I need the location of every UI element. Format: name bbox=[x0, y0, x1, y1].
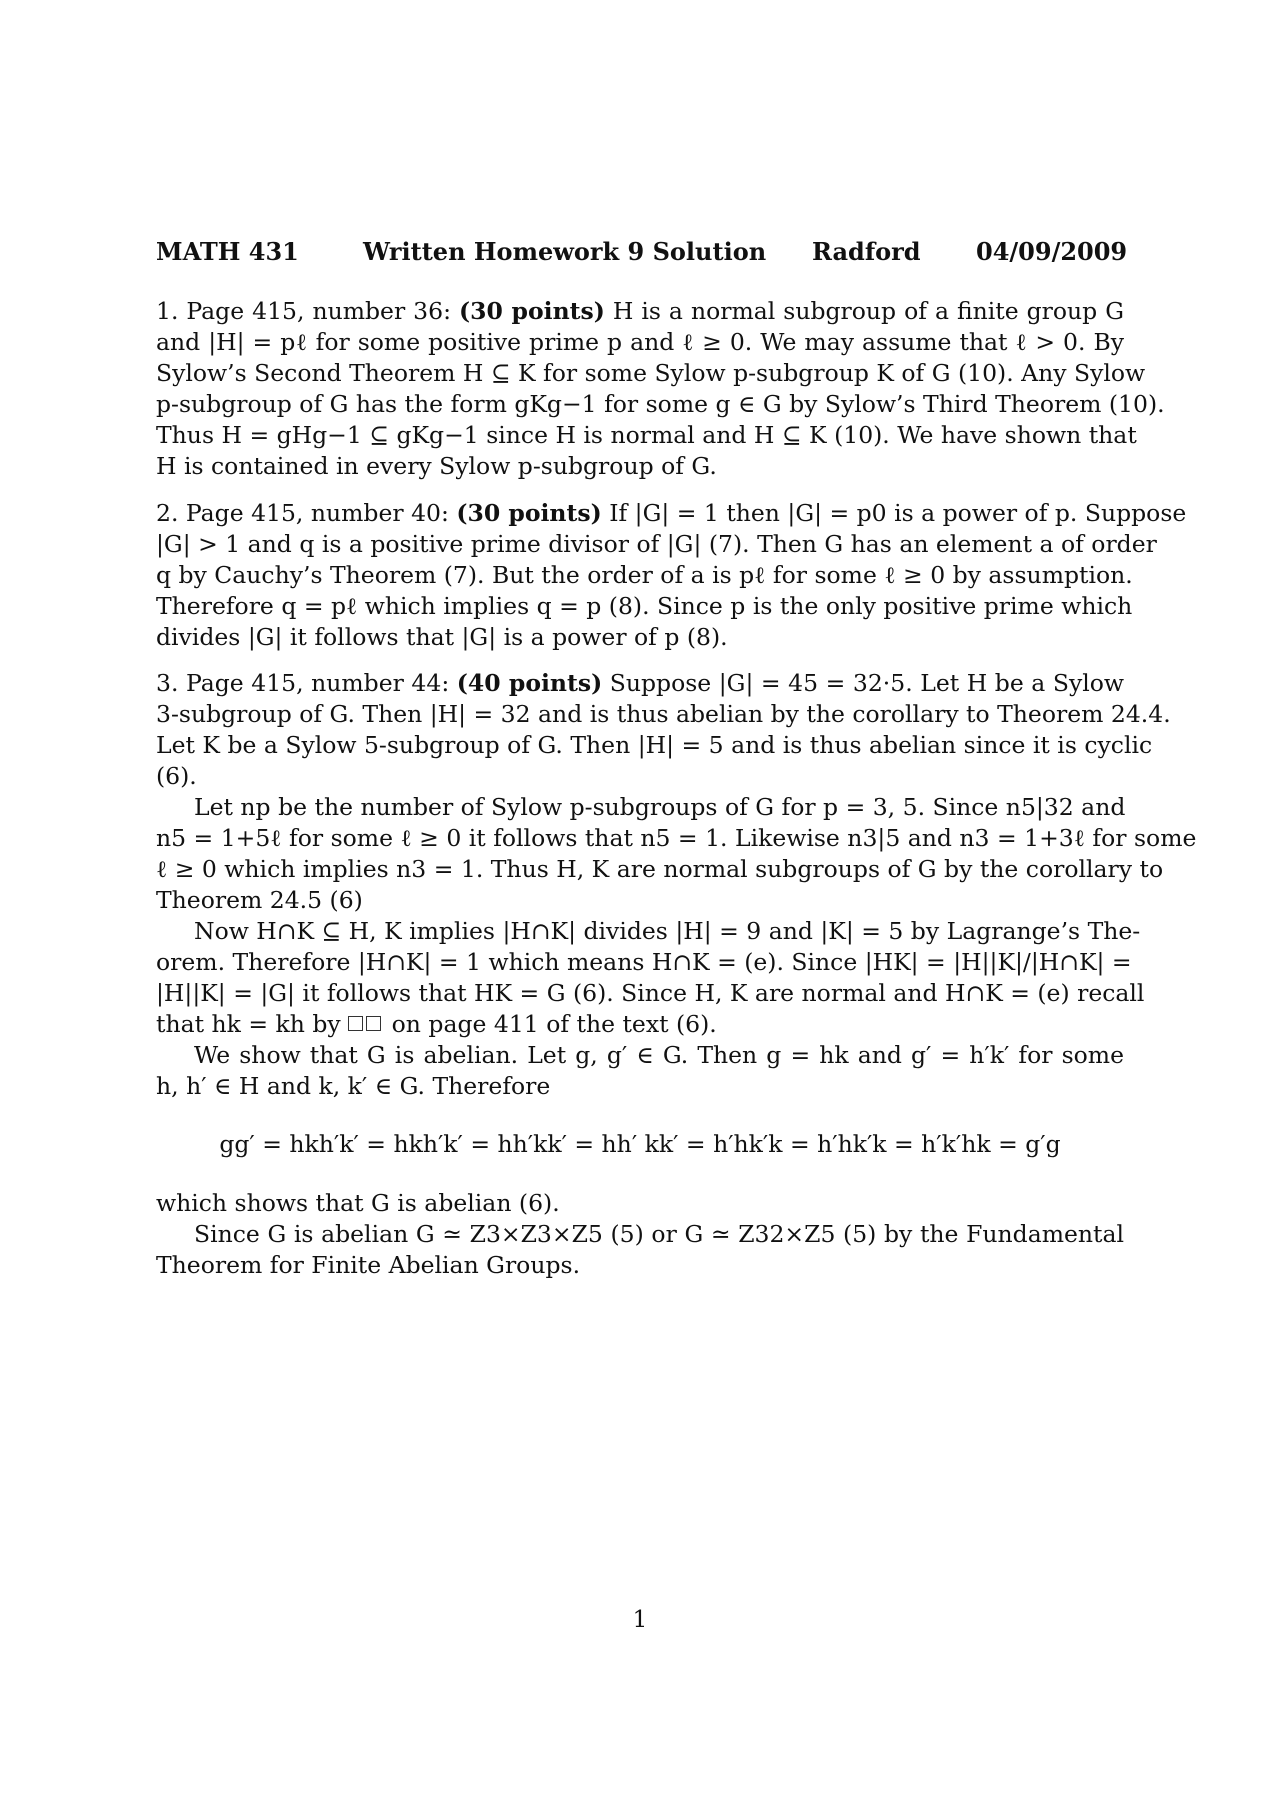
problem-2 bbox=[156, 498, 1187, 653]
document-date: 04/09/2009 bbox=[976, 237, 1128, 266]
problem-1-line-5: Thus H = gHg−1 ⊆ gKg−1 since H is normal and H ⊆ K (10). We have shown that bbox=[156, 421, 1137, 449]
problem-3-para-2-line-2: n5 = 1+5ℓ for some ℓ ≥ 0 it follows that n5 = 1. Likewise n3|5 and n3 = 1+3ℓ for some bbox=[156, 824, 1197, 852]
problem-3-para-3-line-3: |H||K| = |G| it follows that HK = G (6). Since H, K are normal and H∩K = (e) recall bbox=[156, 979, 1145, 1007]
problem-1-line-1 bbox=[156, 296, 1124, 327]
problem-1-line-6: H is contained in every Sylow p-subgroup of G. bbox=[156, 452, 717, 480]
problem-2-points: (30 points) bbox=[456, 499, 602, 527]
missing-glyph-box-icon bbox=[348, 1016, 363, 1031]
problem-3 bbox=[156, 668, 1197, 1102]
problem-3-points: (40 points) bbox=[456, 669, 603, 697]
problem-3-para-6-line-1: Since G is abelian G ≃ Z3×Z3×Z5 (5) or G ≃ Z32×Z5 (5) by the Fundamental bbox=[194, 1220, 1124, 1248]
problem-3-para-2-line-1: Let np be the number of Sylow p-subgroups of G for p = 3, 5. Since n5|32 and bbox=[194, 793, 1126, 821]
problem-2-line-2: |G| > 1 and q is a positive prime divisor of |G| (7). Then G has an element a of order bbox=[156, 530, 1157, 558]
problem-2-label: 2. Page 415, number 40: bbox=[156, 499, 449, 527]
problem-2-line-1 bbox=[156, 498, 1187, 529]
problem-2-line-3: q by Cauchy’s Theorem (7). But the order of a is pℓ for some ℓ ≥ 0 by assumption. bbox=[156, 561, 1133, 589]
problem-3-para-5-line-1: which shows that G is abelian (6). bbox=[156, 1189, 560, 1217]
problem-3-line-4: (6). bbox=[156, 762, 197, 790]
problem-3-para-4-line-1: We show that G is abelian. Let g, g′ ∈ G. Then g = hk and g′ = h′k′ for some bbox=[194, 1041, 1124, 1069]
problem-1-points: (30 points) bbox=[459, 297, 605, 325]
problem-3-conclusion bbox=[156, 1188, 1124, 1281]
course-code: MATH 431 bbox=[156, 237, 299, 266]
problem-3-para-2-line-3: ℓ ≥ 0 which implies n3 = 1. Thus H, K are normal subgroups of G by the corollary to bbox=[156, 855, 1164, 883]
problem-3-line-1 bbox=[156, 668, 1124, 699]
problem-3-para-4-line-2: h, h′ ∈ H and k, k′ ∈ G. Therefore bbox=[156, 1072, 551, 1100]
problem-3-line-3: Let K be a Sylow 5-subgroup of G. Then |H| = 5 and is thus abelian since it is cyclic bbox=[156, 731, 1153, 759]
problem-3-line-2: 3-subgroup of G. Then |H| = 32 and is thus abelian by the corollary to Theorem 24.4. bbox=[156, 700, 1171, 728]
problem-1-line-2: and |H| = pℓ for some positive prime p and ℓ ≥ 0. We may assume that ℓ > 0. By bbox=[156, 328, 1124, 356]
problem-1-label: 1. Page 415, number 36: bbox=[156, 297, 452, 325]
problem-3-para-3-line-4-text: that hk = kh by bbox=[156, 1010, 341, 1038]
problem-3-para-3-line-1: Now H∩K ⊆ H, K implies |H∩K| divides |H| = 9 and |K| = 5 by Lagrange’s The- bbox=[194, 917, 1141, 945]
document-header bbox=[156, 236, 1128, 272]
missing-glyph-box-icon bbox=[366, 1016, 381, 1031]
page-number: 1 bbox=[632, 1607, 648, 1633]
problem-2-line-4: Therefore q = pℓ which implies q = p (8). Since p is the only positive prime which bbox=[156, 592, 1133, 620]
display-equation: gg′ = hkh′k′ = hkh′k′ = hh′kk′ = hh′ kk′ = h′hk′k = h′hk′k = h′k′hk = g′g bbox=[219, 1130, 1061, 1158]
problem-1-line-3: Sylow’s Second Theorem H ⊆ K for some Sylow p-subgroup K of G (10). Any Sylow bbox=[156, 359, 1146, 387]
problem-3-label: 3. Page 415, number 44: bbox=[156, 669, 450, 697]
problem-1-line-1-text: H is a normal subgroup of a finite group G bbox=[612, 297, 1124, 325]
problem-3-para-6-line-2: Theorem for Finite Abelian Groups. bbox=[156, 1251, 581, 1279]
author-name: Radford bbox=[812, 237, 921, 266]
problem-2-line-1-text: If |G| = 1 then |G| = p0 is a power of p. Suppose bbox=[609, 499, 1187, 527]
document-title: Written Homework 9 Solution bbox=[363, 237, 767, 266]
problem-3-para-3-line-2: orem. Therefore |H∩K| = 1 which means H∩K = (e). Since |HK| = |H||K|/|H∩K| = bbox=[156, 948, 1132, 976]
problem-1-line-4: p-subgroup of G has the form gKg−1 for some g ∈ G by Sylow’s Third Theorem (10). bbox=[156, 390, 1165, 418]
problem-3-para-2-line-4: Theorem 24.5 (6) bbox=[156, 886, 363, 914]
problem-3-line-1-text: Suppose |G| = 45 = 32·5. Let H be a Sylow bbox=[609, 669, 1124, 697]
problem-3-para-3-line-4 bbox=[156, 1009, 1124, 1040]
problem-3-para-3-line-4-rest: on page 411 of the text (6). bbox=[391, 1010, 717, 1038]
problem-1 bbox=[156, 296, 1165, 482]
problem-2-line-5: divides |G| it follows that |G| is a power of p (8). bbox=[156, 623, 728, 651]
